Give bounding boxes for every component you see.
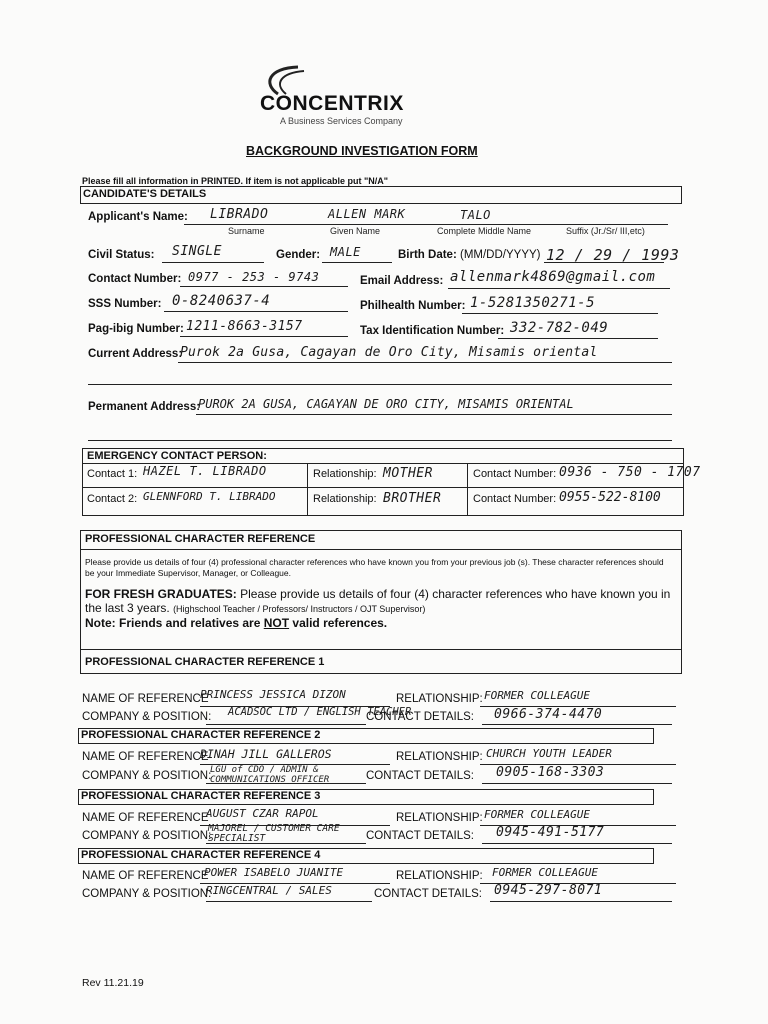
gender-value: MALE [330, 245, 361, 259]
sss-value: 0-8240637-4 [172, 293, 271, 309]
reference-1-title: PROFESSIONAL CHARACTER REFERENCE 1 [85, 656, 325, 668]
contact1-relationship-label: Relationship: [313, 468, 377, 480]
reference-4-title: PROFESSIONAL CHARACTER REFERENCE 4 [81, 849, 321, 861]
reference-3-name: AUGUST CZAR RAPOL [206, 807, 319, 820]
civil-status-value: SINGLE [172, 244, 222, 259]
given-name-value: ALLEN MARK [328, 207, 406, 221]
permanent-address-label: Permanent Address: [88, 401, 201, 413]
form-title: BACKGROUND INVESTIGATION FORM [246, 144, 478, 158]
surname-caption: Surname [228, 226, 265, 236]
reference-2-relationship: CHURCH YOUTH LEADER [486, 747, 612, 760]
reference-1-name: PRINCESS JESSICA DIZON [200, 688, 346, 701]
company-logo [258, 64, 478, 128]
reference-2-name: DINAH JILL GALLEROS [200, 747, 332, 761]
contact2-name: GLENNFORD T. LIBRADO [143, 490, 276, 503]
emergency-contact-table [82, 448, 701, 516]
reference-4-contact: 0945-297-8071 [494, 883, 603, 898]
reference-1-company: ACADSOC LTD / ENGLISH TEACHER [228, 706, 412, 718]
reference-3-relationship: FORMER COLLEAGUE [484, 808, 590, 821]
reference-2-contact: 0905-168-3303 [496, 765, 605, 780]
contact1-number: 0936 - 750 - 1707 [559, 465, 701, 480]
reference-3-contact: 0945-491-5177 [496, 825, 605, 840]
reference-4-contact-label: CONTACT DETAILS: [374, 888, 482, 900]
reference-instructions: Please provide us details of four (4) professional character references who have known you from your previous job (s). These character references should be your Immediate Supervisor, Manager, or Colleague. [85, 557, 664, 578]
contact-number-label: Contact Number: [88, 273, 182, 285]
tin-value: 332-782-049 [510, 320, 609, 336]
given-name-caption: Given Name [330, 226, 381, 236]
reference-3-company: MAJOREL / CUSTOMER CARE SPECIALIST [208, 823, 340, 844]
contact2-number: 0955-522-8100 [559, 490, 661, 505]
middle-name-caption: Complete Middle Name [437, 226, 532, 236]
surname-value: LIBRADO [210, 207, 269, 222]
contact-number-value: 0977 - 253 - 9743 [188, 270, 320, 284]
reference-3-contact-label: CONTACT DETAILS: [366, 830, 474, 842]
tin-label: Tax Identification Number: [360, 325, 505, 337]
email-value: allenmark4869@gmail.com [450, 269, 656, 285]
candidate-section-header [80, 186, 682, 204]
civil-status-label: Civil Status: [88, 249, 155, 261]
contact2-label: Contact 2: [87, 493, 138, 505]
suffix-caption: Suffix (Jr./Sr/ III,etc) [566, 226, 645, 236]
reference-4-name-label: NAME OF REFERENCE [82, 870, 209, 882]
birth-date-value: 12 / 29 / 1993 [546, 246, 680, 264]
philhealth-label: Philhealth Number: [360, 300, 466, 312]
current-address-label: Current Address: [88, 348, 183, 360]
reference-info-box [80, 530, 682, 674]
current-address-value: Purok 2a Gusa, Cagayan de Oro City, Misamis oriental [180, 345, 598, 360]
fresh-graduates-note: FOR FRESH GRADUATES: Please provide us details of four (4) character references who have known you in the last 3 years. (Highschool Teacher / Professors/ Instructors / OJT Supervisor) Note: Friends and relatives are NOT valid references. [85, 587, 671, 630]
contact2-relationship-label: Relationship: [313, 493, 377, 505]
reference-2-title: PROFESSIONAL CHARACTER REFERENCE 2 [81, 729, 321, 741]
pagibig-value: 1211-8663-3157 [186, 319, 303, 334]
revision-footer: Rev 11.21.19 [82, 977, 144, 989]
permanent-address-value: PUROK 2A GUSA, CAGAYAN DE ORO CITY, MISAMIS ORIENTAL [198, 397, 574, 411]
reference-1-contact: 0966-374-4470 [494, 707, 603, 722]
sss-label: SSS Number: [88, 298, 162, 310]
reference-2-company-label: COMPANY & POSITION: [82, 770, 212, 782]
reference-3-name-label: NAME OF REFERENCE [82, 812, 209, 824]
reference-4-relationship: FORMER COLLEAGUE [492, 866, 598, 879]
reference-2-contact-label: CONTACT DETAILS: [366, 770, 474, 782]
contact1-number-label: Contact Number: [473, 468, 557, 480]
middle-name-value: TALO [460, 208, 491, 222]
reference-2-relationship-label: RELATIONSHIP: [396, 751, 483, 763]
reference-2-name-label: NAME OF REFERENCE [82, 751, 209, 763]
emergency-section-title: EMERGENCY CONTACT PERSON: [87, 450, 267, 462]
reference-4-header [78, 848, 654, 864]
reference-4-name: POWER ISABELO JUANITE [204, 866, 344, 879]
reference-4-company: RINGCENTRAL / SALES [206, 884, 332, 897]
reference-1-contact-label: CONTACT DETAILS: [366, 711, 474, 723]
reference-1-relationship-label: RELATIONSHIP: [396, 693, 483, 705]
applicant-name-label: Applicant's Name: [88, 211, 188, 223]
reference-4-relationship-label: RELATIONSHIP: [396, 870, 483, 882]
reference-1-name-label: NAME OF REFERENCE [82, 693, 209, 705]
contact1-label: Contact 1: [87, 468, 138, 480]
reference-4-company-label: COMPANY & POSITION: [82, 888, 212, 900]
contact2-relationship: BROTHER [383, 491, 442, 506]
reference-3-title: PROFESSIONAL CHARACTER REFERENCE 3 [81, 790, 321, 802]
instructions: Please fill all information in PRINTED. If item is not applicable put "N/A" [82, 176, 389, 186]
pagibig-label: Pag-ibig Number: [88, 323, 184, 335]
reference-3-relationship-label: RELATIONSHIP: [396, 812, 483, 824]
contact1-name: HAZEL T. LIBRADO [143, 464, 267, 478]
logo-name: CONCENTRIX [260, 92, 404, 115]
candidate-section-title: CANDIDATE'S DETAILS [83, 188, 207, 200]
reference-3-header [78, 789, 654, 805]
contact2-number-label: Contact Number: [473, 493, 557, 505]
gender-label: Gender: [276, 249, 321, 261]
reference-2-header [78, 728, 654, 744]
reference-1-company-label: COMPANY & POSITION: [82, 711, 212, 723]
contact1-relationship: MOTHER [383, 466, 433, 481]
reference-3-company-label: COMPANY & POSITION: [82, 830, 212, 842]
reference-section-title: PROFESSIONAL CHARACTER REFERENCE [85, 533, 316, 545]
logo-tagline: A Business Services Company [280, 116, 403, 126]
philhealth-value: 1-5281350271-5 [470, 295, 596, 311]
reference-2-company: LGU of CDO / ADMIN & COMMUNICATIONS OFFICER [210, 765, 330, 785]
birth-date-label: Birth Date: (MM/DD/YYYY) [398, 249, 541, 261]
reference-1-relationship: FORMER COLLEAGUE [484, 689, 590, 702]
email-label: Email Address: [360, 275, 444, 287]
